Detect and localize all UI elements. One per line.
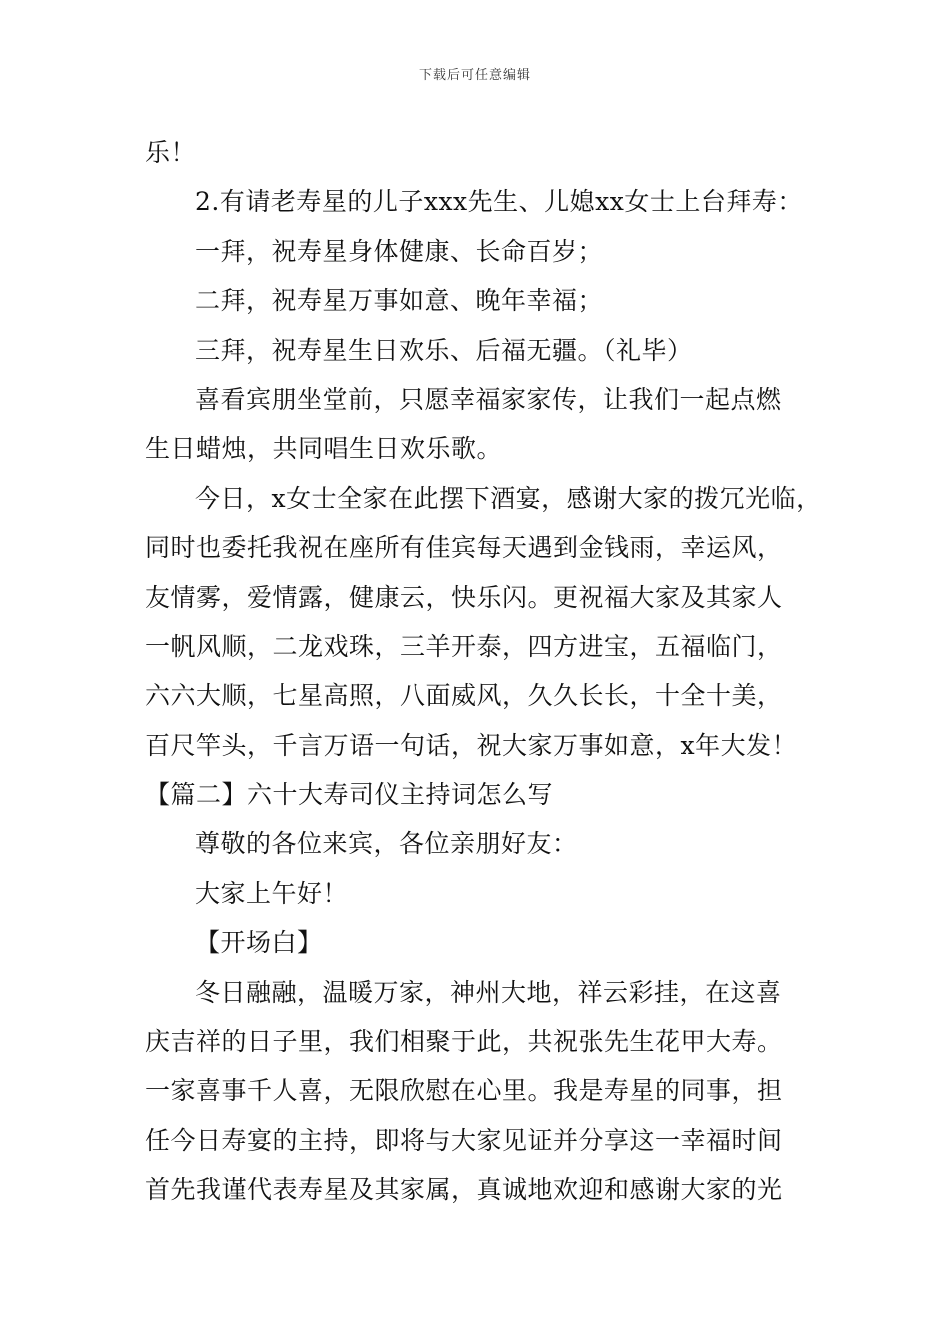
text-line-12: 六六大顺，七星高照，八面威风，久久长长，十全十美， [145,681,783,711]
text-line-13: 百尺竿头，千言万语一句话，祝大家万事如意，x年大发！ [145,730,798,760]
page-header-note: 下载后可任意编辑 [418,68,531,83]
text-line-5: 三拜，祝寿星生日欢乐、后福无疆。（礼毕） [195,335,693,365]
section-heading-part-two: 【篇二】六十大寿司仪主持词怎么写 [145,780,554,810]
text-line-4: 二拜，祝寿星万事如意、晚年幸福； [195,286,604,316]
text-line-7: 生日蜡烛，共同唱生日欢乐歌。 [145,434,503,464]
text-line-6: 喜看宾朋坐堂前，只愿幸福家家传，让我们一起点燃 [195,384,782,414]
text-line-19: 庆吉祥的日子里，我们相聚于此，共祝张先生花甲大寿。 [145,1027,783,1057]
text-line-20: 一家喜事千人喜，无限欣慰在心里。我是寿星的同事，担 [145,1076,783,1106]
document-body [145,128,825,1215]
text-line-9: 同时也委托我祝在座所有佳宾每天遇到金钱雨，幸运风， [145,533,783,563]
subsection-heading-opening: 【开场白】 [195,928,323,958]
text-line-10: 友情雾，爱情露，健康云，快乐闪。更祝福大家及其家人 [145,582,783,612]
text-line-16: 大家上午好！ [195,878,349,908]
text-line-22: 首先我谨代表寿星及其家属，真诚地欢迎和感谢大家的光 [145,1175,783,1205]
text-line-11: 一帆风顺，二龙戏珠，三羊开泰，四方进宝，五福临门， [145,631,783,661]
text-line-2: 2.有请老寿星的儿子xxx先生、儿媳xx女士上台拜寿： [195,187,803,217]
text-line-15: 尊敬的各位来宾，各位亲朋好友： [195,829,578,859]
text-line-1: 乐！ [145,138,197,167]
text-line-21: 任今日寿宴的主持，即将与大家见证并分享这一幸福时间 [145,1125,783,1155]
text-line-3: 一拜，祝寿星身体健康、长命百岁； [195,236,604,266]
text-line-18: 冬日融融，温暖万家，神州大地，祥云彩挂，在这喜 [195,977,782,1007]
text-line-8: 今日，x女士全家在此摆下酒宴，感谢大家的拨冗光临， [195,483,822,513]
